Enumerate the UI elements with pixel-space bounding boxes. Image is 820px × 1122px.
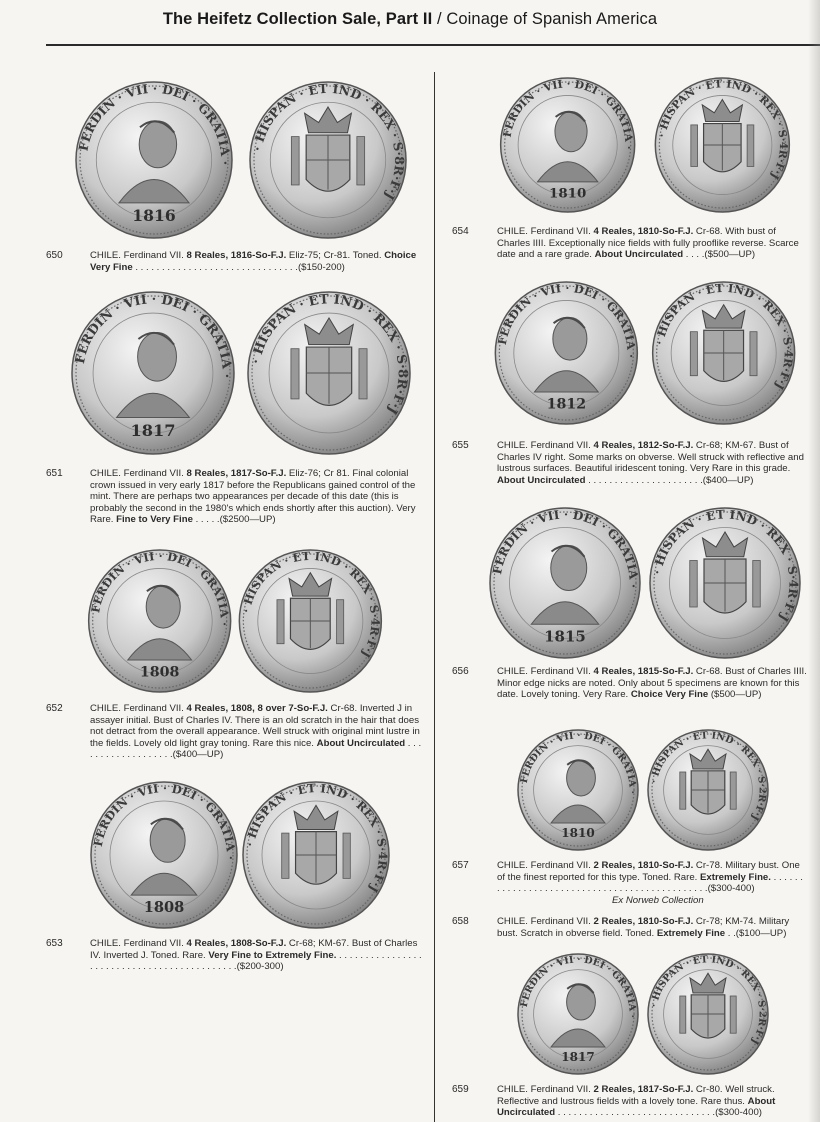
lot-number: 654 [452,226,469,237]
lot-description-656: CHILE. Ferdinand VII. 4 Reales, 1815-So-F.J. Cr-68. Bust of Charles IIII. Minor edge nicks are noted. Only about 5 specimens are known for this date. Lovely toning. Very Rare. Choice Very Fine ($500—UP) [497,666,807,701]
obverse-legend: FERDIN · VII · DEI · GRATIA · [518,730,638,795]
obverse-date: 1808 [139,664,180,681]
reverse-coin-659 [648,954,768,1074]
obverse-date: 1810 [549,185,587,202]
obverse-coin-650 [76,81,234,238]
reverse-coin-654 [655,77,790,212]
header-separator: / [432,10,447,28]
lot-number: 650 [46,250,63,261]
lot-number: 655 [452,440,469,451]
lot-number: 657 [452,860,469,871]
header-rule [46,44,820,46]
obverse-coin-654 [501,77,636,212]
obverse-legend: FERDIN · VII · DEI · GRATIA · [88,548,232,627]
lot-description-652: CHILE. Ferdinand VII. 4 Reales, 1808, 8 over 7-So-F.J. Cr-68. Inverted J in assayer initial. Bust of Charles IV. There is an old scratch in the hair that does not detract from the overall appearance. Well struck with original mint lustre in the fields. Lovely old light gray toning. Rare this nice. About Uncirculated . . . . . . . . . . . . . . . . . . .($400—UP) [90,703,422,761]
reverse-legend: · HISPAN · ET IND · REX · S·4R·F·J [238,548,383,661]
obverse-date: 1815 [544,627,586,646]
obverse-coin-655 [495,281,639,424]
lot-number: 653 [46,938,63,949]
obverse-date: 1817 [130,421,176,441]
reverse-legend: · HISPAN · ET IND · REX · S·2R·F·J [648,954,768,1047]
obverse-coin-656 [490,507,641,658]
lot-number: 651 [46,468,63,479]
reverse-coin-651 [248,292,410,454]
obverse-date: 1816 [132,205,176,225]
lot-description-653: CHILE. Ferdinand VII. 4 Reales, 1808-So-F.J. Cr-68; KM-67. Bust of Charles IV. Inverted J. Toned. Rare. Very Fine to Extremely Fine. . . . . . . . . . . . . . . . . . . . . . . . . . . . . . . . . . . . . . . . . . . . .($200-300) [90,938,422,973]
coin-pair-654 [480,76,810,214]
reverse-legend: · HISPAN · ET IND · REX · S·8R·F·J [249,80,408,203]
obverse-coin-657 [518,730,638,850]
lot-description-650: CHILE. Ferdinand VII. 8 Reales, 1816-So-F.J. Eliz-75; Cr-81. Toned. Choice Very Fine . . . . . . . . . . . . . . . . . . . . . . . . . . . . . . .($150-200) [90,250,417,273]
reverse-legend: · HISPAN · ET IND · REX · S·2R·F·J [648,730,768,823]
coin-pair-655 [480,280,810,426]
coin-pair-650 [58,80,424,240]
coin-pair-651 [58,290,424,456]
reverse-legend: · HISPAN · ET IND · REX · S·4R·F·J [650,507,801,625]
reverse-legend: · HISPAN · ET IND · REX · S·4R·F·J [655,77,790,182]
catalog-title: The Heifetz Collection Sale, Part II [162,10,433,28]
page-header [0,10,820,36]
reverse-coin-650 [250,81,408,238]
lot-description-655: CHILE. Ferdinand VII. 4 Reales, 1812-So-F.J. Cr-68; KM-67. Bust of Charles IV right. Some marks on obverse. Well struck with reflective and lustrous surfaces. Beautiful iridescent toning. Very Rare in this grade. About Uncirculated . . . . . . . . . . . . . . . . . . . . . .($400—UP) [497,440,804,486]
lot-description-658: CHILE. Ferdinand VII. 2 Reales, 1810-So-F.J. Cr-78; KM-74. Military bust. Scratch in obverse field. Toned. Extremely Fine . .($100—UP) [497,916,790,939]
lot-description-651: CHILE. Ferdinand VII. 8 Reales, 1817-So-F.J. Eliz-76; Cr 81. Final colonial crown issued in very early 1817 before the Republicans gained control of the mint. There are perhaps two appearances per decade of this date (this is probably the second in the 1980's which ends shortly after this auction). Very Rare. Fine to Very Fine . . . . .($2500—UP) [90,468,416,526]
coin-pair-652 [80,548,390,694]
lot-number: 656 [452,666,469,677]
reverse-coin-656 [650,507,801,658]
coin-pair-657 [508,728,778,852]
coin-pair-656 [480,506,810,660]
obverse-coin-651 [72,292,234,454]
lot-description-657: CHILE. Ferdinand VII. 2 Reales, 1810-So-F.J. Cr-78. Military bust. One of the finest reported for this type. Toned. Rare. Extremely Fine. . . . . . . . . . . . . . . . . . . . . . . . . . . . . . . . . . . . . . . . . . . . . . .($300-400) [497,860,803,895]
reverse-coin-653 [243,781,390,928]
obverse-date: 1810 [561,825,595,840]
lot-number: 652 [46,703,63,714]
reverse-coin-657 [648,730,768,850]
provenance-note: Ex Norweb Collection [612,895,704,906]
section-title: Coinage of Spanish America [446,10,658,28]
reverse-legend: · HISPAN · ET IND · REX · S·4R·F·J [242,781,390,895]
obverse-coin-659 [518,954,638,1074]
lot-number: 658 [452,916,469,927]
lot-description-654: CHILE. Ferdinand VII. 4 Reales, 1810-So-F.J. Cr-68. With bust of Charles IIII. Exceptionally nice fields with fully prooflike reverse. Scarce date and a rare grade. About Uncirculated . . . .($500—UP) [497,226,799,261]
column-divider [434,72,435,1122]
obverse-legend: FERDIN · VII · DEI · GRATIA · [90,781,238,861]
obverse-date: 1812 [546,396,587,413]
reverse-coin-655 [652,281,796,424]
obverse-date: 1817 [561,1049,595,1064]
obverse-legend: FERDIN · VII · DEI · GRATIA · [494,280,639,359]
coin-pair-659 [508,952,778,1076]
obverse-coin-652 [88,549,232,692]
obverse-legend: FERDIN · VII · DEI · GRATIA · [72,292,234,379]
lot-description-659: CHILE. Ferdinand VII. 2 Reales, 1817-So-F.J. Cr-80. Well struck. Reflective and lustrous fields with a lovely tone. Rare thus. About Uncirculated . . . . . . . . . . . . . . . . . . . . . . . . . . . . . .($300-400) [497,1084,776,1119]
obverse-date: 1808 [143,898,185,916]
obverse-legend: FERDIN · VII · DEI · GRATIA · [75,80,234,166]
lot-number: 659 [452,1084,469,1095]
coin-pair-653 [85,780,395,930]
obverse-coin-653 [91,781,238,928]
reverse-legend: · HISPAN · ET IND · REX · S·8R·F·J [248,292,410,417]
reverse-legend: · HISPAN · ET IND · REX · S·4R·F·J [652,280,796,393]
obverse-legend: FERDIN · VII · DEI · GRATIA · [500,77,636,150]
reverse-coin-652 [239,549,383,692]
obverse-legend: FERDIN · VII · DEI · GRATIA · [518,954,638,1019]
obverse-legend: FERDIN · VII · DEI · GRATIA · [490,507,641,589]
